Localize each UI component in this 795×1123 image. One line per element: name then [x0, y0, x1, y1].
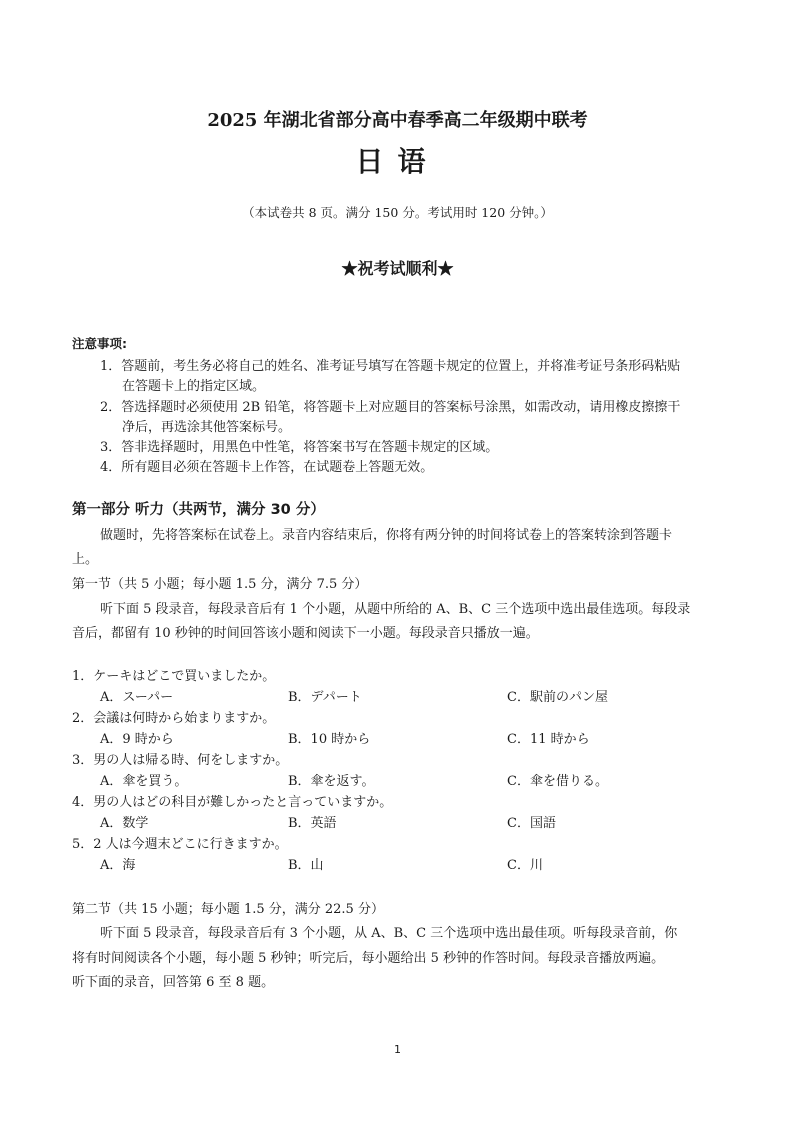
question-3-option-a: A．傘を買う。	[100, 774, 188, 789]
part1-intro-line-2: 上。	[72, 552, 99, 567]
section2-intro-line-3: 听下面的录音，回答第 6 至 8 题。	[72, 975, 275, 990]
section2-intro-line-2: 将有时间阅读各个小题，每小题 5 秒钟；听完后，每小题给出 5 秒钟的作答时间。每段录音播放两遍。	[72, 951, 665, 966]
notice-item-2: 2．答选择题时必须使用 2B 铅笔，将答题卡上对应题目的答案标号涂黑，如需改动，请用橡皮擦擦干	[100, 400, 681, 415]
question-4-option-c: C．国語	[507, 816, 556, 831]
subject-title: 日语	[355, 145, 440, 178]
part1-heading: 第一部分 听力（共两节，满分 30 分）	[72, 502, 325, 518]
notice-item-1: 1．答题前，考生务必将自己的姓名、准考证号填写在答题卡规定的位置上，并将准考证号条形码粘贴	[100, 359, 681, 374]
notice-item-1-cont: 在答题卡上的指定区域。	[122, 379, 266, 394]
question-5-option-b: B．山	[288, 858, 324, 873]
exam-title: 2025 年湖北省部分高中春季高二年级期中联考	[207, 110, 588, 131]
question-4: 4．男の人はどの科目が難しかったと言っていますか。	[72, 795, 393, 810]
exam-info: （本试卷共 8 页。满分 150 分。考试用时 120 分钟。）	[242, 205, 553, 220]
section1-intro-line-2: 音后，都留有 10 秒钟的时间回答该小题和阅读下一小题。每段录音只播放一遍。	[72, 626, 539, 641]
good-luck-banner: ★祝考试顺利★	[341, 259, 454, 278]
question-2-option-a: A．9 時から	[100, 732, 174, 747]
notice-item-2-cont: 净后，再选涂其他答案标号。	[122, 420, 292, 435]
section1-intro-line-1: 听下面 5 段录音，每段录音后有 1 个小题，从题中所给的 A、B、C 三个选项中选出最佳选项。每段录	[100, 602, 691, 617]
question-1-option-a: A．スーパー	[100, 690, 174, 705]
section1-heading: 第一节（共 5 小题；每小题 1.5 分，满分 7.5 分）	[72, 577, 368, 592]
question-5-option-a: A．海	[100, 858, 136, 873]
question-4-option-a: A．数学	[100, 816, 149, 831]
question-1: 1．ケーキはどこで買いましたか。	[72, 669, 276, 684]
question-2-option-c: C．11 時から	[507, 732, 590, 747]
notice-item-3: 3．答非选择题时，用黑色中性笔，将答案书写在答题卡规定的区域。	[100, 440, 499, 455]
question-4-option-b: B．英語	[288, 816, 337, 831]
notice-heading: 注意事项:	[72, 336, 127, 351]
part1-intro-line-1: 做题时，先将答案标在试卷上。录音内容结束后，你将有两分钟的时间将试卷上的答案转涂到答题卡	[100, 528, 673, 543]
question-5: 5．2 人は今週末どこに行きますか。	[72, 837, 288, 852]
section2-heading: 第二节（共 15 小题；每小题 1.5 分，满分 22.5 分）	[72, 902, 384, 917]
question-3-option-b: B．傘を返す。	[288, 774, 375, 789]
notice-item-4: 4．所有题目必须在答题卡上作答，在试题卷上答题无效。	[100, 460, 434, 475]
question-1-option-c: C．駅前のパン屋	[507, 690, 608, 705]
question-2: 2．会議は何時から始まりますか。	[72, 711, 276, 726]
question-1-option-b: B．デパート	[288, 690, 362, 705]
page-number: 1	[394, 1043, 401, 1056]
question-2-option-b: B．10 時から	[288, 732, 371, 747]
question-5-option-c: C．川	[507, 858, 543, 873]
question-3-option-c: C．傘を借りる。	[507, 774, 608, 789]
section2-intro-line-1: 听下面 5 段录音，每段录音后有 3 个小题，从 A、B、C 三个选项中选出最佳项。听每段录音前，你	[100, 926, 678, 941]
question-3: 3．男の人は帰る時、何をしますか。	[72, 753, 289, 768]
